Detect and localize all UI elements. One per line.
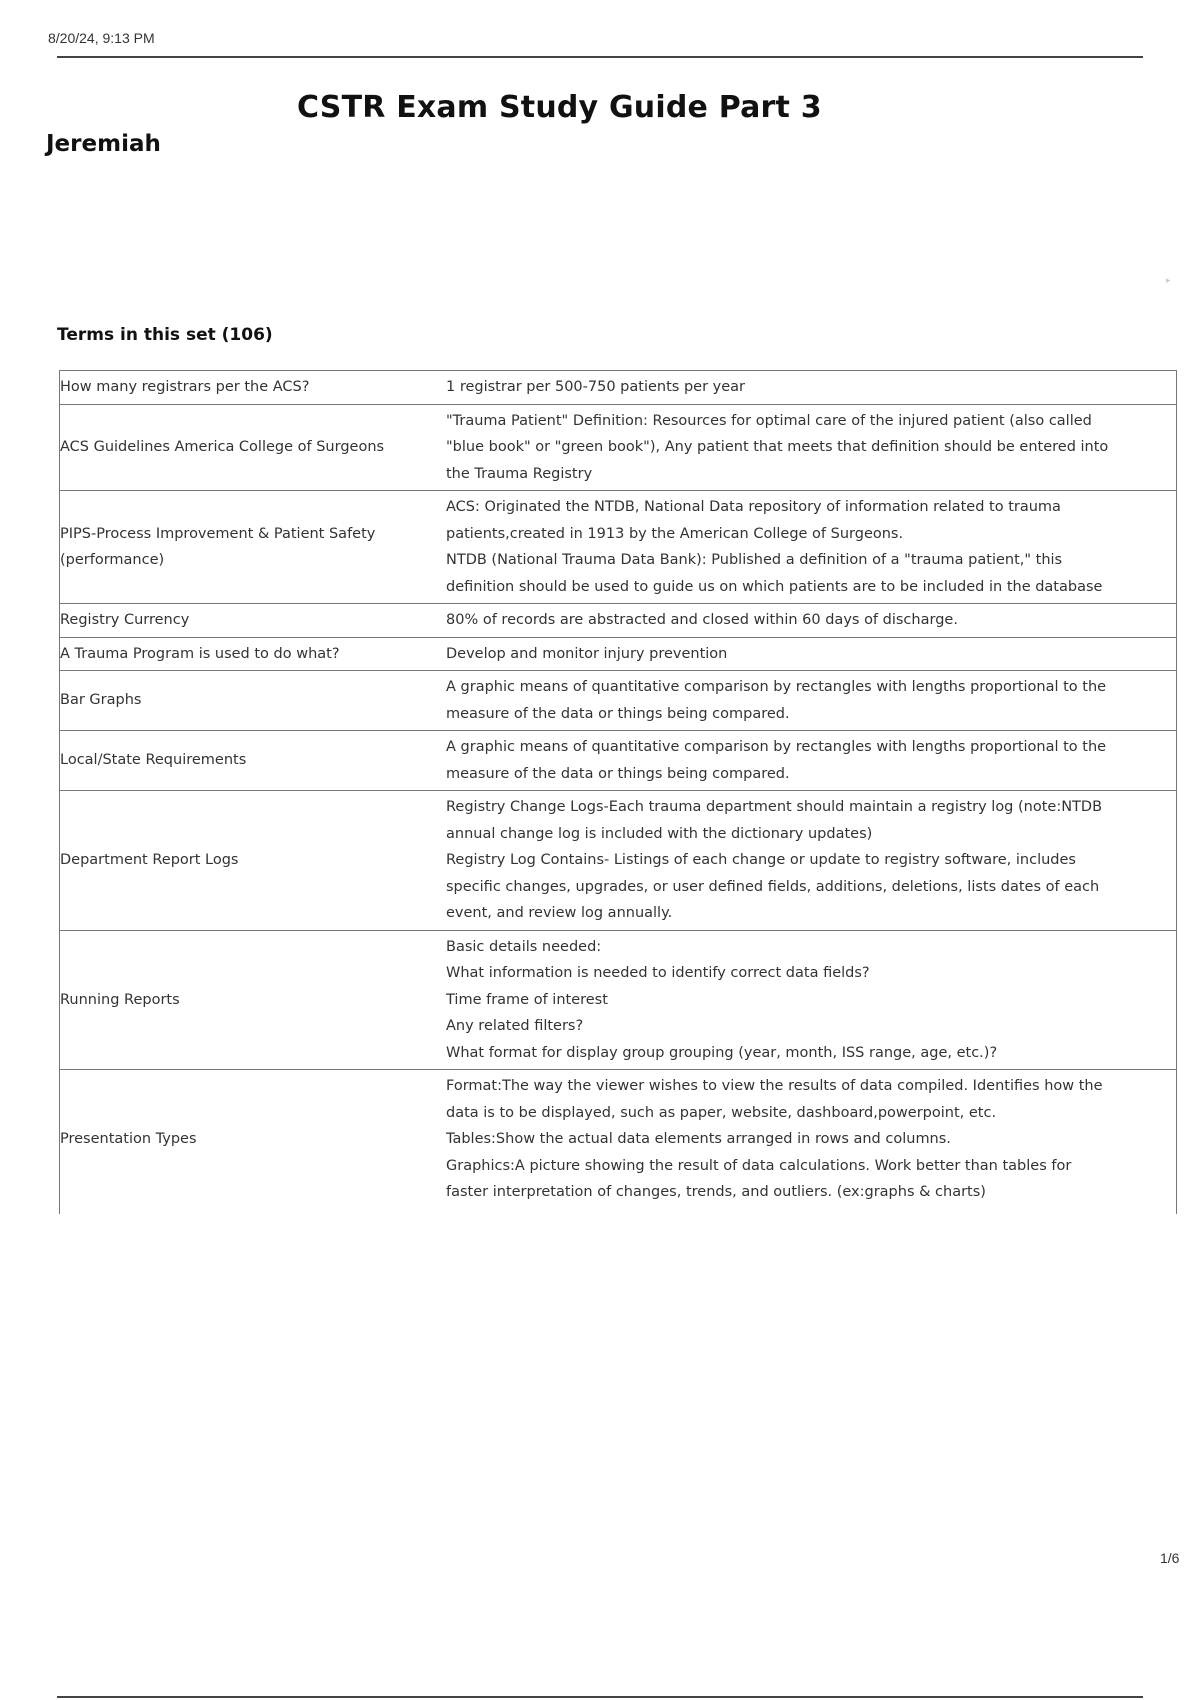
- definition-cell: [413, 1070, 1177, 1214]
- term-row: [60, 671, 1177, 731]
- term-row: [60, 371, 1177, 405]
- definition-line: Registry Log Contains- Listings of each change or update to registry software, includes specific changes, upgrades, or user defined fields, additions, deletions, lists dates of each event, and review log annually.: [446, 852, 1100, 921]
- definition-line: Tables:Show the actual data elements arranged in rows and columns.: [446, 1131, 951, 1147]
- definition-line: "Trauma Patient" Definition: Resources for optimal care of the injured patient (also called "blue book" or "green book"), Any patient that meets that definition should be entered into the Trauma Registry: [446, 412, 1109, 482]
- term-row: [60, 637, 1177, 671]
- term-cell: Presentation Types: [60, 1070, 414, 1214]
- term-row: [60, 791, 1177, 931]
- print-timestamp: 8/20/24, 9:13 PM: [48, 30, 155, 46]
- definition-line: Develop and monitor injury prevention: [446, 645, 728, 662]
- definition-line: ACS: Originated the NTDB, National Data repository of information related to trauma patients,created in 1913 by the American College of Surgeons.: [446, 499, 1061, 542]
- definition-line: Graphics:A picture showing the result of data calculations. Work better than tables for faster interpretation of changes, trends, and outliers. (ex:graphs & charts): [446, 1157, 1072, 1200]
- term-cell: Registry Currency: [60, 604, 414, 638]
- definition-cell: [413, 930, 1177, 1070]
- definition-line: Any related filters?: [446, 1018, 584, 1034]
- terms-set-heading: Terms in this set (106): [57, 325, 273, 345]
- definition-line: Format:The way the viewer wishes to view the results of data compiled. Identifies how the data is to be displayed, such as paper, website, dashboard,powerpoint, etc.: [446, 1078, 1103, 1121]
- definition-line: A graphic means of quantitative comparison by rectangles with lengths proportional to the measure of the data or things being compared.: [446, 679, 1107, 722]
- definition-line: What information is needed to identify correct data fields?: [446, 965, 870, 981]
- term-cell: Bar Graphs: [60, 671, 414, 731]
- document-title: CSTR Exam Study Guide Part 3: [297, 90, 822, 125]
- term-row: [60, 604, 1177, 638]
- term-row: [60, 1070, 1177, 1214]
- definition-cell: [413, 404, 1177, 491]
- definition-line: What format for display group grouping (year, month, ISS range, age, etc.)?: [446, 1044, 998, 1061]
- page-artifact-mark: ▸: [1166, 276, 1171, 286]
- definition-line: NTDB (National Trauma Data Bank): Published a definition of a "trauma patient," this definition should be used to guide us on which patients are to be included in the database: [446, 552, 1103, 595]
- term-row: [60, 404, 1177, 491]
- definition-line: A graphic means of quantitative comparison by rectangles with lengths proportional to the measure of the data or things being compared.: [446, 739, 1107, 782]
- terms-table: [59, 370, 1177, 1214]
- definition-cell: [413, 791, 1177, 931]
- header-divider: [57, 56, 1143, 58]
- definition-line: Time frame of interest: [446, 991, 608, 1008]
- term-cell: ACS Guidelines America College of Surgeons: [60, 404, 414, 491]
- term-cell: Department Report Logs: [60, 791, 414, 931]
- definition-cell: [413, 671, 1177, 731]
- term-cell: Running Reports: [60, 930, 414, 1070]
- term-row: [60, 731, 1177, 791]
- term-cell: Local/State Requirements: [60, 731, 414, 791]
- term-row: [60, 930, 1177, 1070]
- definition-cell: [413, 371, 1177, 405]
- term-cell: How many registrars per the ACS?: [60, 371, 414, 405]
- page-number: 1/6: [1160, 1550, 1180, 1566]
- definition-cell: [413, 637, 1177, 671]
- terms-table-body: [60, 371, 1177, 1214]
- definition-cell: [413, 491, 1177, 604]
- term-row: [60, 491, 1177, 604]
- definition-line: Registry Change Logs-Each trauma department should maintain a registry log (note:NTDB annual change log is included with the dictionary updates): [446, 799, 1103, 842]
- definition-line: 1 registrar per 500-750 patients per year: [446, 379, 745, 395]
- definition-line: 80% of records are abstracted and closed within 60 days of discharge.: [446, 612, 958, 628]
- author-name: Jeremiah: [46, 131, 161, 157]
- term-cell: A Trauma Program is used to do what?: [60, 637, 414, 671]
- definition-cell: [413, 731, 1177, 791]
- footer-divider: [57, 1696, 1143, 1698]
- definition-line: Basic details needed:: [446, 938, 602, 955]
- term-cell: PIPS-Process Improvement & Patient Safety (performance): [60, 491, 414, 604]
- definition-cell: [413, 604, 1177, 638]
